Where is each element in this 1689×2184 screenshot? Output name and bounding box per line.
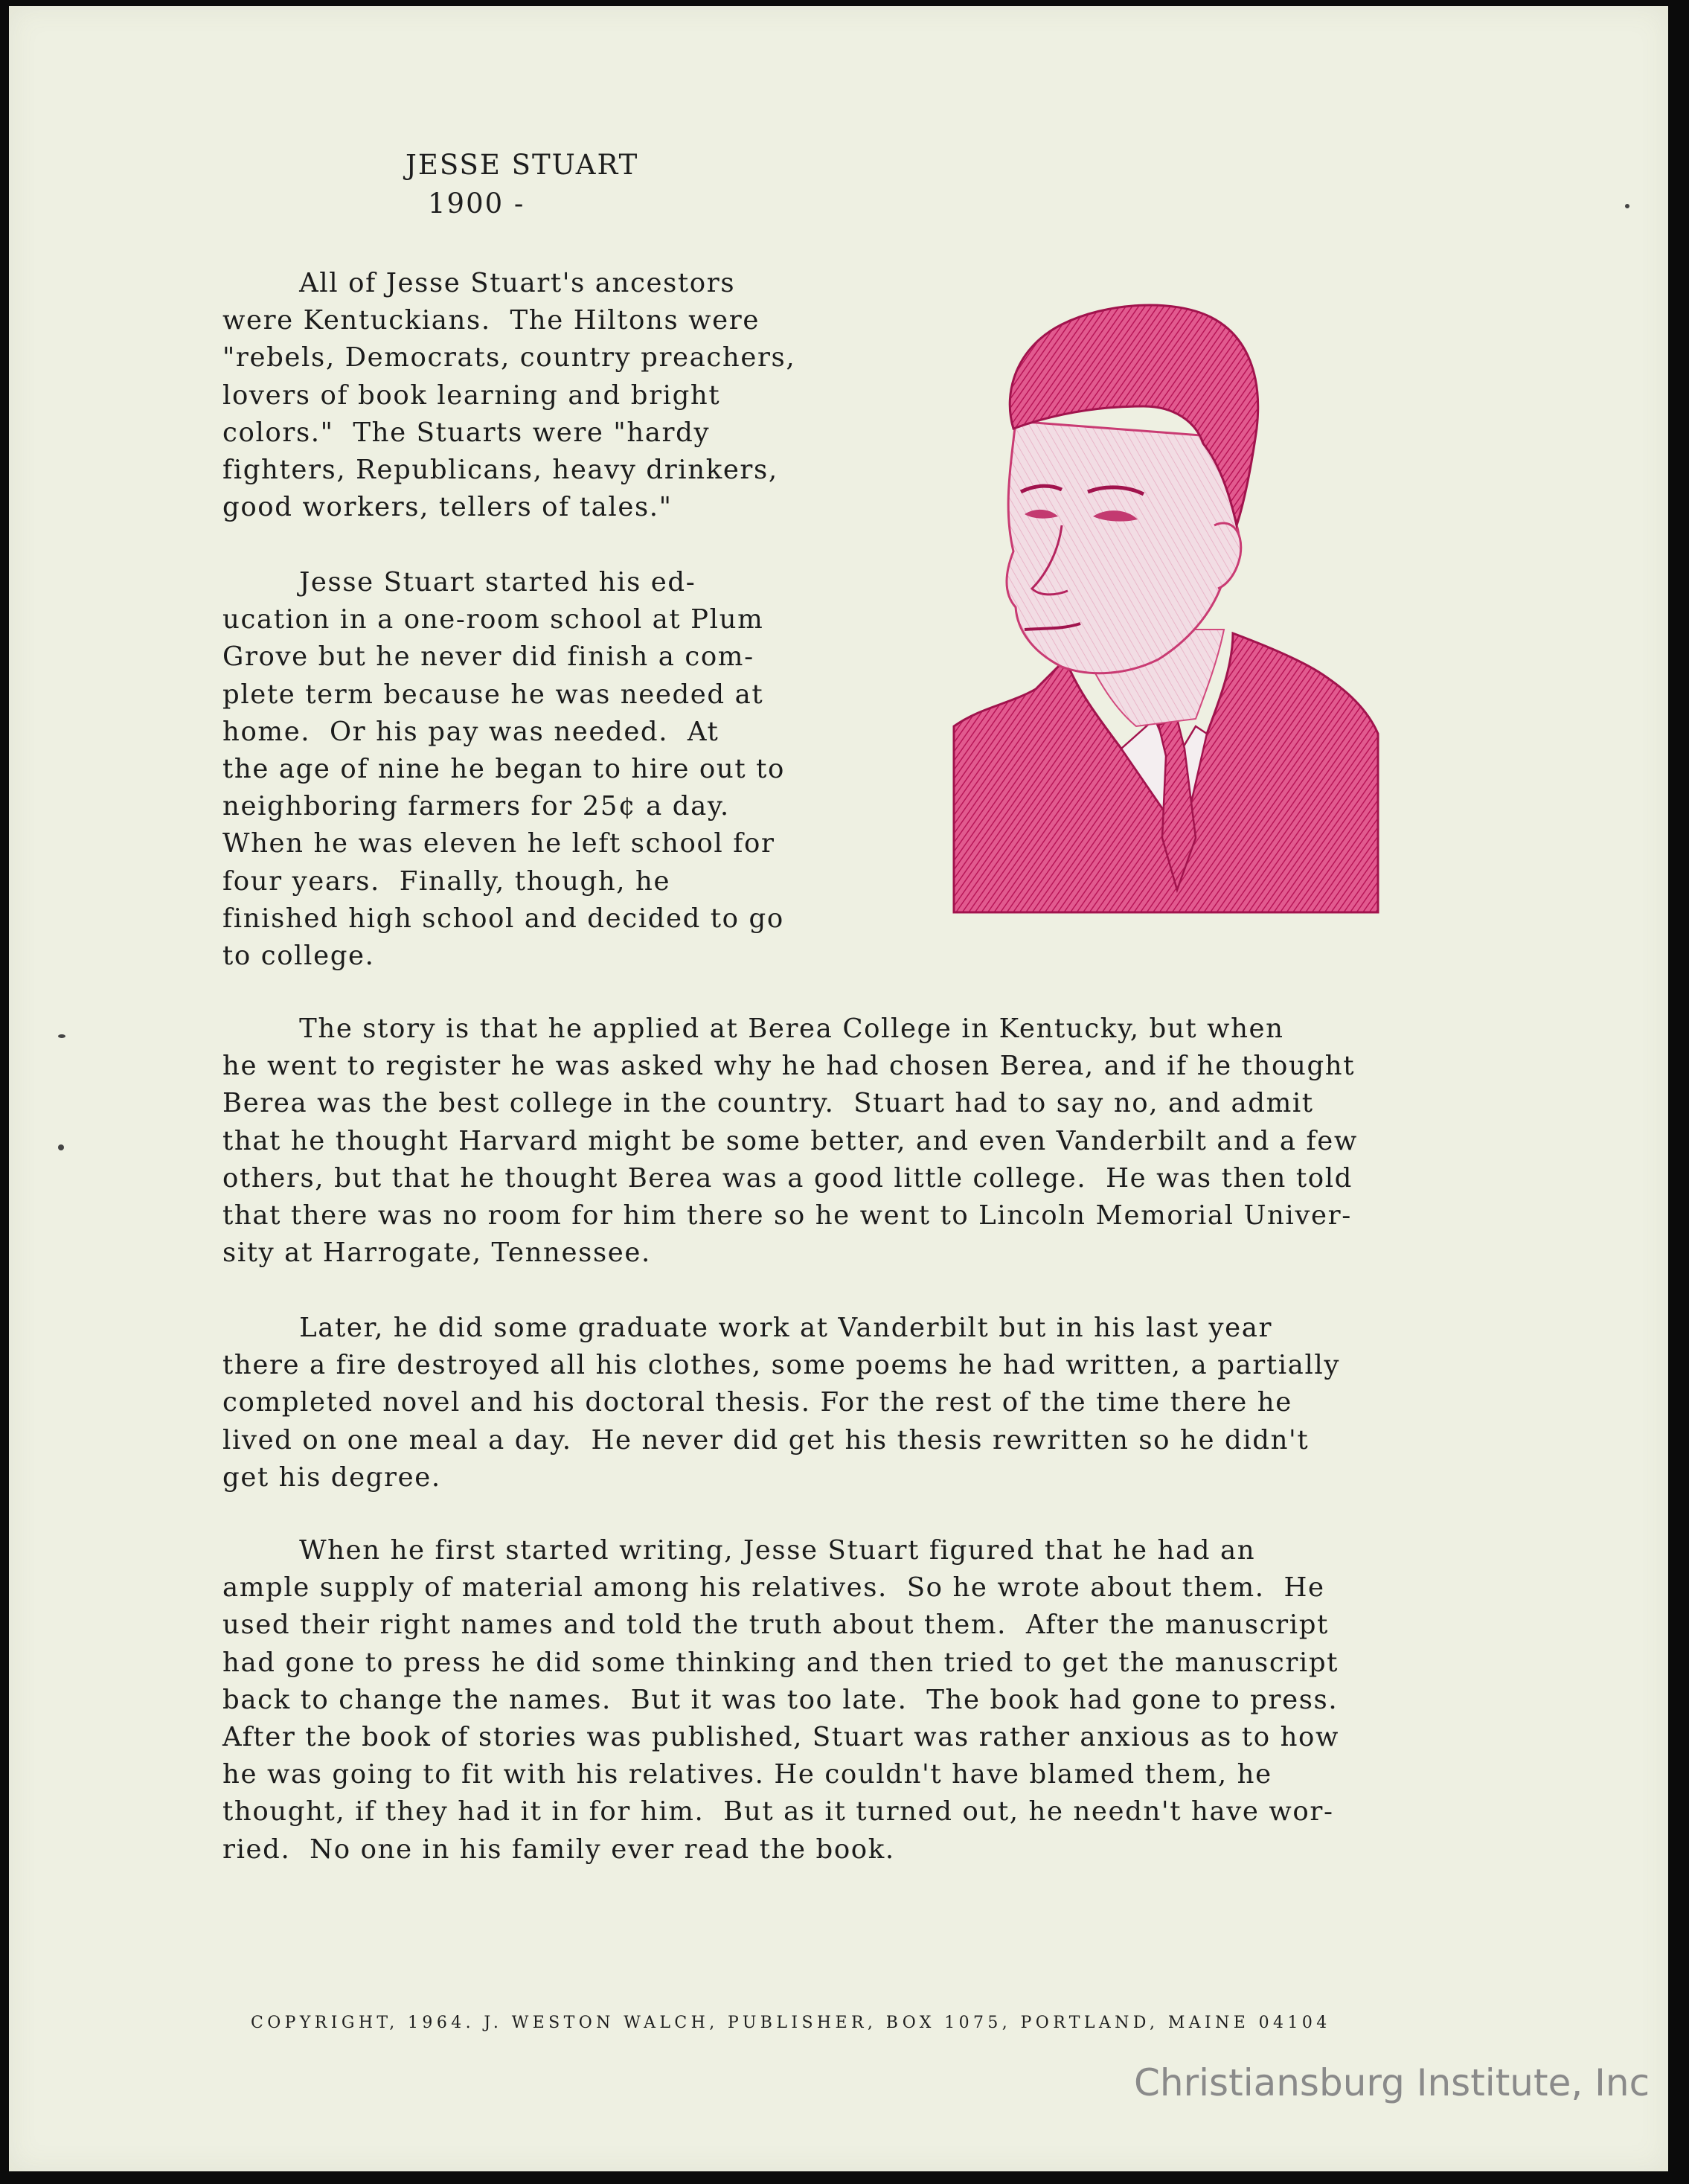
- paragraph-graduate-work: Later, he did some graduate work at Vanderbilt but in his last year there a fire destroyed all his clothes, some poems he had written, a partially completed novel and his doctoral thesis. For the rest of the time there he lived on one meal a day. He never did get his thesis rewritten so he didn't get his degree.: [222, 1313, 1341, 1493]
- paragraph-education: Jesse Stuart started his ed- ucation in a one-room school at Plum Grove but he never did finish a com- plete term because he was needed at home. Or his pay was needed. At the age of nine he began to hire out to neighboring farmers for 25¢ a day. When he was eleven he left school for four years. Finally, though, he finished high school and decided to go to college.: [222, 567, 785, 972]
- page-title: JESSE STUART: [406, 149, 639, 181]
- paragraph-college: The story is that he applied at Berea College in Kentucky, but when he went to register he was asked why he had chosen Berea, and if he thought Berea was the best college in the country. Stuart had to say no, and admit that he thought Harvard might be some better, and even Vanderbilt and a few others, but that he thought Berea was a good little college. He was then told that there was no room for him there so he went to Lincoln Memorial Univer- sity at Harrogate, Tennessee.: [222, 1013, 1358, 1269]
- paper-speck: [58, 1034, 65, 1038]
- paper-speck: [58, 1144, 64, 1150]
- document-page: [9, 6, 1668, 2171]
- watermark-text: Christiansburg Institute, Inc: [1134, 2061, 1650, 2104]
- copyright-notice: COPYRIGHT, 1964. J. WESTON WALCH, PUBLISHER, BOX 1075, PORTLAND, MAINE 04104: [251, 2014, 1331, 2032]
- paper-speck: [1625, 204, 1629, 208]
- paragraph-ancestors: All of Jesse Stuart's ancestors were Kentuckians. The Hiltons were "rebels, Democrats, country preachers, lovers of book learning and bright colors." The Stuarts were "hardy fighters, Republicans, heavy drinkers, good workers, tellers of tales.": [222, 268, 796, 523]
- paragraph-writing: When he first started writing, Jesse Stuart figured that he had an ample supply of material among his relatives. So he wrote about them. He used their right names and told the truth about them. After the manuscript had gone to press he did some thinking and then tried to get the manuscript back to change the names. But it was too late. The book had gone to press. After the book of stories was published, Stuart was rather anxious as to how he was going to fit with his relatives. He couldn't have blamed them, he thought, if they had it in for him. But as it turned out, he needn't have wor- ried. No one in his family ever read the book.: [222, 1535, 1339, 1865]
- portrait-illustration: [950, 302, 1382, 921]
- life-years: 1900 -: [428, 188, 525, 220]
